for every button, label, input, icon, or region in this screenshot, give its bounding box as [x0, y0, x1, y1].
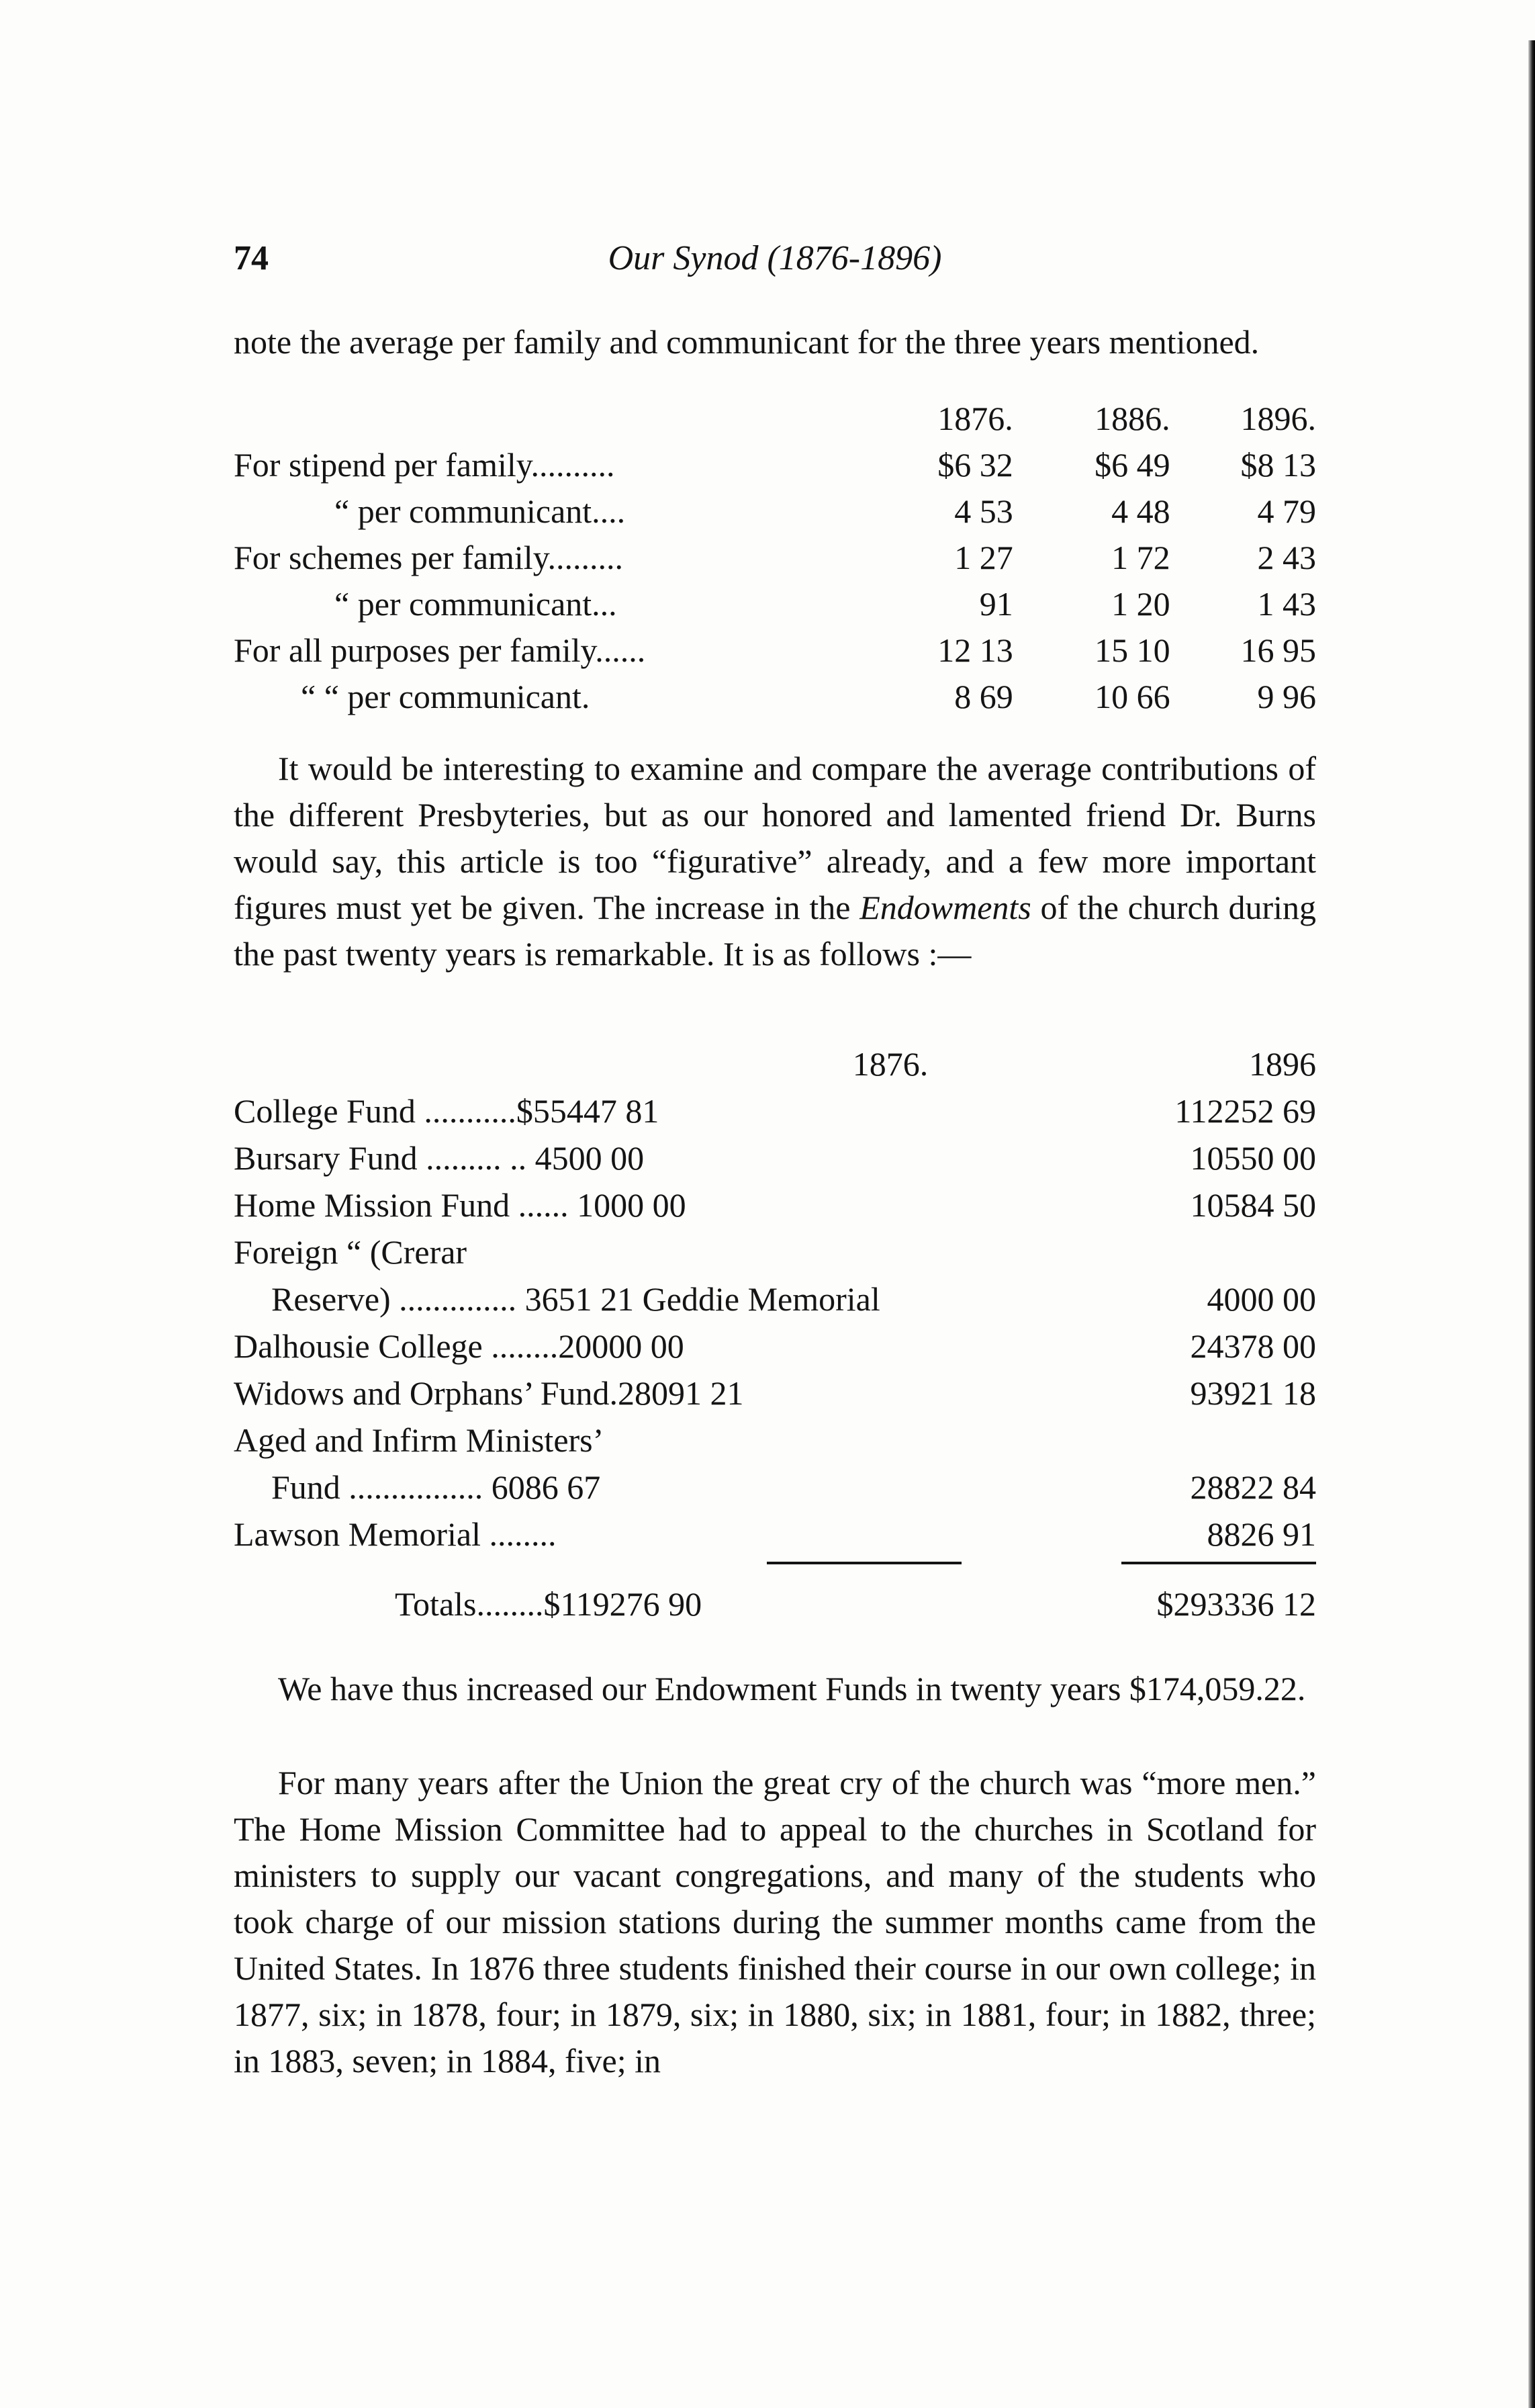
rule-gap — [962, 1562, 1109, 1585]
row-label: Reserve) .............. 3651 21 Geddie Memorial — [271, 1280, 880, 1318]
value-1876: 8 69 — [954, 678, 1013, 715]
row-gap — [962, 1327, 1109, 1374]
value-1896: $8 13 — [1240, 446, 1316, 484]
value-1896: 93921 18 — [1190, 1374, 1316, 1412]
row-label: For stipend per family.......... — [234, 446, 615, 484]
intro-text: note the average per family and communicant for the three years mentioned. — [234, 323, 1260, 361]
table-row — [234, 1468, 1316, 1515]
value-1896 — [1109, 1421, 1316, 1468]
totals-rule-1896 — [1109, 1562, 1316, 1585]
averages-header-row — [234, 399, 1316, 445]
averages-table — [234, 399, 1316, 723]
row-label: Bursary Fund ......... .. 4500 00 — [234, 1139, 645, 1177]
table-row — [234, 1091, 1316, 1139]
totals-rule-row — [234, 1562, 1316, 1585]
page-edge-shadow — [1528, 40, 1535, 2408]
value-1886: 15 10 — [1095, 631, 1170, 669]
value-1876: 91 — [979, 585, 1013, 623]
endowments-header-1896: 1896 — [1249, 1045, 1316, 1083]
row-gap — [962, 1421, 1109, 1468]
value-1876: $6 32 — [937, 446, 1013, 484]
paragraph-figurative-after: of the church during the past twenty years is remarkable. It is as follows :— — [234, 889, 1317, 973]
value-1896: 10550 00 — [1190, 1139, 1316, 1177]
averages-header-1896: 1896. — [1240, 400, 1316, 437]
paragraph-figurative-before: It would be interesting to examine and compare the average contributions of the different Presbyteries, but as our honored and lamented friend Dr. Burns would say, this article is too “figurative” already, and a few more important figures must yet be given. The increase in the — [234, 750, 1316, 926]
value-1896: 4 79 — [1257, 492, 1316, 530]
value-1896 — [1109, 1233, 1316, 1280]
row-label: College Fund ...........$55447 81 — [234, 1092, 659, 1130]
value-1896: 8826 91 — [1207, 1515, 1316, 1553]
value-1876: 1 27 — [954, 539, 1013, 576]
totals-label: Totals........$119276 90 — [395, 1585, 702, 1623]
endowments-table — [234, 1044, 1316, 1632]
endowments-emphasis: Endowments — [859, 889, 1031, 926]
table-row — [234, 1421, 1316, 1468]
row-label: Lawson Memorial ........ — [234, 1515, 557, 1553]
rule-line-1876 — [767, 1562, 962, 1564]
value-1886: 4 48 — [1111, 492, 1170, 530]
value-1896: 24378 00 — [1190, 1327, 1316, 1365]
table-row — [234, 1186, 1316, 1233]
row-label: Fund ................ 6086 67 — [271, 1468, 601, 1506]
totals-1896: $293336 12 — [1156, 1585, 1316, 1623]
value-1896: 4000 00 — [1207, 1280, 1316, 1318]
value-1896: 16 95 — [1240, 631, 1316, 669]
row-label: For schemes per family......... — [234, 539, 623, 576]
row-label: “ per communicant.... — [334, 492, 626, 530]
value-1896: 9 96 — [1257, 678, 1316, 715]
paragraph-increase: We have thus increased our Endowment Funds in twenty years $174,059.22. — [278, 1670, 1306, 1707]
row-label: Dalhousie College ........20000 00 — [234, 1327, 684, 1365]
table-row — [234, 445, 1316, 492]
value-1896: 1 43 — [1257, 585, 1316, 623]
value-1896: 2 43 — [1257, 539, 1316, 576]
row-label: Widows and Orphans’ Fund.28091 21 — [234, 1374, 744, 1412]
row-label: Home Mission Fund ...... 1000 00 — [234, 1186, 686, 1224]
averages-header-1886: 1886. — [1095, 400, 1170, 437]
table-row — [234, 677, 1316, 723]
table-row — [234, 1327, 1316, 1374]
row-gap — [962, 1186, 1109, 1233]
totals-gap — [962, 1585, 1109, 1632]
value-1896: 28822 84 — [1190, 1468, 1316, 1506]
value-1876: 4 53 — [954, 492, 1013, 530]
row-label: “ per communicant... — [334, 585, 617, 623]
endowments-header-gap — [962, 1044, 1109, 1091]
totals-rule-1876 — [234, 1562, 962, 1585]
row-label: Foreign “ (Crerar — [234, 1233, 467, 1271]
value-1886: 10 66 — [1095, 678, 1170, 715]
table-row — [234, 1374, 1316, 1421]
row-gap — [962, 1374, 1109, 1421]
table-row — [234, 631, 1316, 677]
row-gap — [962, 1233, 1109, 1280]
row-label: For all purposes per family...... — [234, 631, 646, 669]
table-row — [234, 1139, 1316, 1186]
rule-line-1896 — [1121, 1562, 1316, 1564]
running-title: Our Synod (1876-1896) — [608, 239, 942, 277]
value-1896: 112252 69 — [1174, 1092, 1316, 1130]
row-gap — [962, 1468, 1109, 1515]
value-1886: $6 49 — [1095, 446, 1170, 484]
paragraph-figurative — [234, 746, 1316, 977]
row-label: “ “ per communicant. — [301, 678, 590, 715]
value-1896: 10584 50 — [1190, 1186, 1316, 1224]
totals-row — [234, 1585, 1316, 1632]
table-row — [234, 492, 1316, 538]
endowments-header-1876: 1876. — [852, 1045, 929, 1083]
table-row — [234, 538, 1316, 584]
value-1886: 1 72 — [1111, 539, 1170, 576]
value-1876: 12 13 — [937, 631, 1013, 669]
table-row — [234, 1515, 1316, 1562]
table-row — [234, 1280, 1316, 1327]
paragraph-more-men: For many years after the Union the great cry of the church was “more men.” The Home Mission Committee had to appeal to the churches in Scotland for ministers to supply our vacant congregations, and many of the students who took charge of our mission stations during the summer months came from the United States. In 1876 three students finished their course in our own college; in 1877, six; in 1878, four; in 1879, six; in 1880, six; in 1881, four; in 1882, three; in 1883, seven; in 1884, five; in — [234, 1764, 1316, 2080]
row-gap — [962, 1091, 1109, 1139]
row-label: Aged and Infirm Ministers’ — [234, 1421, 604, 1459]
table-row — [234, 1233, 1316, 1280]
table-row — [234, 584, 1316, 631]
page-header — [234, 238, 1316, 292]
page-number: 74 — [234, 239, 269, 277]
averages-header-1876: 1876. — [937, 400, 1013, 437]
row-gap — [962, 1139, 1109, 1186]
endowments-header-row — [234, 1044, 1316, 1091]
averages-header-label — [234, 399, 856, 445]
value-1886: 1 20 — [1111, 585, 1170, 623]
row-gap — [962, 1515, 1109, 1562]
